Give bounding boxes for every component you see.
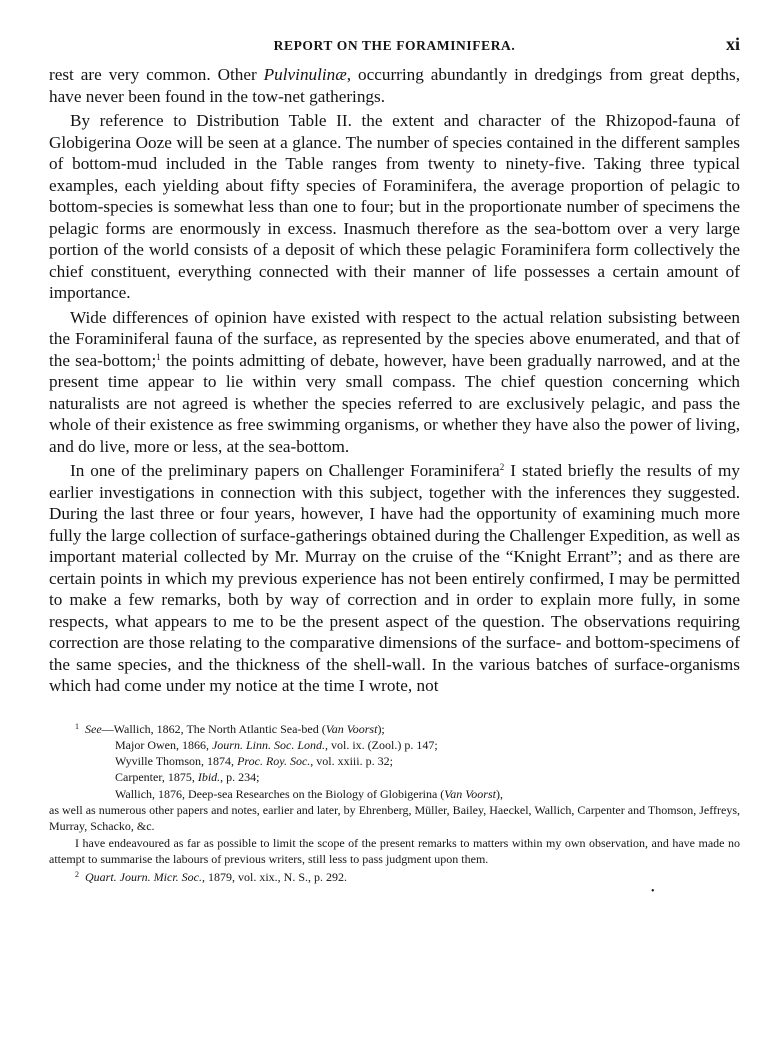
paragraph-4 (49, 460, 740, 697)
footnote-1-line-2-text: Major Owen, 1866, (115, 737, 212, 752)
footnote-1-see: See (85, 721, 102, 736)
footnote-2-text: , 1879, vol. xix., N. S., p. 292. (202, 870, 348, 885)
paragraph-1-text-a: rest are very common. Other (49, 65, 264, 84)
footnote-2 (49, 867, 740, 885)
footnote-1-line-5 (49, 786, 740, 802)
footnote-1-line-5-italic: Van Voorst (444, 786, 496, 801)
footnote-2-italic: Quart. Journ. Micr. Soc. (85, 870, 202, 885)
footnote-1-line-2-end: , vol. ix. (Zool.) p. 147; (325, 737, 438, 752)
print-speck: • (651, 886, 655, 897)
footnote-1-line-1-italic: Van Voorst (325, 721, 378, 736)
footnote-1-line-1-text: —Wallich, 1862, The North Atlantic Sea-bed ( (101, 721, 326, 736)
paragraph-3-text-b: the points admitting of debate, however, have been gradually narrowed, and at the present time appear to lie within very small compass. The chief question concerning which naturalists are not agreed is whether the species referred to are exclusively pelagic, and pass the whole of their existence as free swimming organisms, or whether they have also the power of living, and do live, more or less, at the sea-bottom. (49, 350, 740, 456)
footnote-2-mark: 2 (75, 870, 79, 880)
paragraph-1-text-c: , occurring abundantly in dredgings from great depths, have never been found in the tow-net gatherings. (49, 65, 741, 106)
footnote-1-line-5-text: Wallich, 1876, Deep-sea Researches on the Biology of Globigerina ( (115, 786, 445, 801)
paragraph-4-text-a: In one of the preliminary papers on Challenger Foraminifera (70, 461, 500, 480)
footnote-1-line-1 (49, 719, 740, 737)
footnote-1-line-4-text: Carpenter, 1875, (115, 770, 198, 785)
running-head (49, 34, 740, 64)
footnote-1-line-4 (49, 769, 740, 785)
footnote-1-line-4-italic: Ibid. (197, 770, 221, 785)
footnote-1-line-3 (49, 753, 740, 769)
footnotes (49, 719, 740, 886)
footnote-ref-1: 1 (156, 351, 161, 362)
paragraph-3 (49, 307, 740, 458)
footnote-1-line-3-italic: Proc. Roy. Soc. (237, 754, 311, 769)
paragraph-1-italic: Pulvinulinæ (263, 65, 347, 84)
footnote-1-line-5-end: ), (495, 786, 503, 801)
footnote-1-line-1-end: ); (377, 721, 385, 736)
footnote-1-line-2-italic: Journ. Linn. Soc. Lond. (211, 737, 325, 752)
footnote-1-line-2 (49, 737, 740, 753)
footnote-ref-2: 2 (499, 462, 505, 472)
paragraph-3-text-a: Wide differences of opinion have existed with respect to the actual relation subsisting between the Foraminiferal fauna of the surface, as represented by the species above enumerated, and that of the sea-bottom; (49, 307, 740, 370)
footnote-1-mark: 1 (75, 721, 79, 731)
page-number: xi (725, 34, 740, 54)
body-text (49, 64, 740, 697)
paragraph-1 (49, 64, 740, 107)
footnote-1-line-3-end: , vol. xxiii. p. 32; (310, 754, 393, 769)
footnote-1-line-6: as well as numerous other papers and notes, earlier and later, by Ehrenberg, Müller, Bailey, Haeckel, Wallich, Carpenter and Thomson, Jeffreys, Murray, Schacko, &c. (49, 802, 740, 834)
footnote-1-paragraph: I have endeavoured as far as possible to limit the scope of the present remarks to matters within my own observation, and have made no attempt to summarise the labours of previous writers, still less to pass judgment upon them. (49, 835, 740, 866)
footnote-1-line-3-text: Wyville Thomson, 1874, (115, 754, 238, 769)
running-head-title: REPORT ON THE FORAMINIFERA. (273, 38, 516, 53)
footnote-1-line-4-end: , p. 234; (220, 770, 260, 785)
paragraph-2: By reference to Distribution Table II. the extent and character of the Rhizopod-fauna of Globigerina Ooze will be seen at a glance. The number of species contained in the different samples of bottom-mud included in the Table ranges from twenty to ninety-five. Taking three typical examples, each yielding about fifty species of Foraminifera, the average proportion of pelagic to bottom-species is somewhat less than one to four; but in the proportionate number of specimens the pelagic forms are enormously in excess. Inasmuch therefore as the sea-bottom over a very large portion of the world consists of a deposit of which these pelagic Foraminifera form collectively the chief constituent, everything connected with their manner of life possesses a certain amount of importance. (49, 111, 740, 302)
paragraph-4-text-b: I stated briefly the results of my earlier investigations in connection with this subject, together with the inferences they suggested. During the last three or four years, however, I have had the opportunity of examining much more fully the large collection of surface-gatherings obtained during the Challenger Expedition, as well as important material collected by Mr. Murray on the cruise of the “Knight Errant”; and as there are certain points in which my previous experience has not been entirely confirmed, I may be permitted to make a few remarks, both by way of correction and in order to explain more fully, in some respects, what appears to me to be the present aspect of the question. The observations requiring correction are those relating to the comparative dimensions of the surface- and bottom-specimens of the same species, and the thickness of the shell-wall. In the various batches of surface-organisms which had come under my notice at the time I wrote, not (49, 461, 741, 695)
